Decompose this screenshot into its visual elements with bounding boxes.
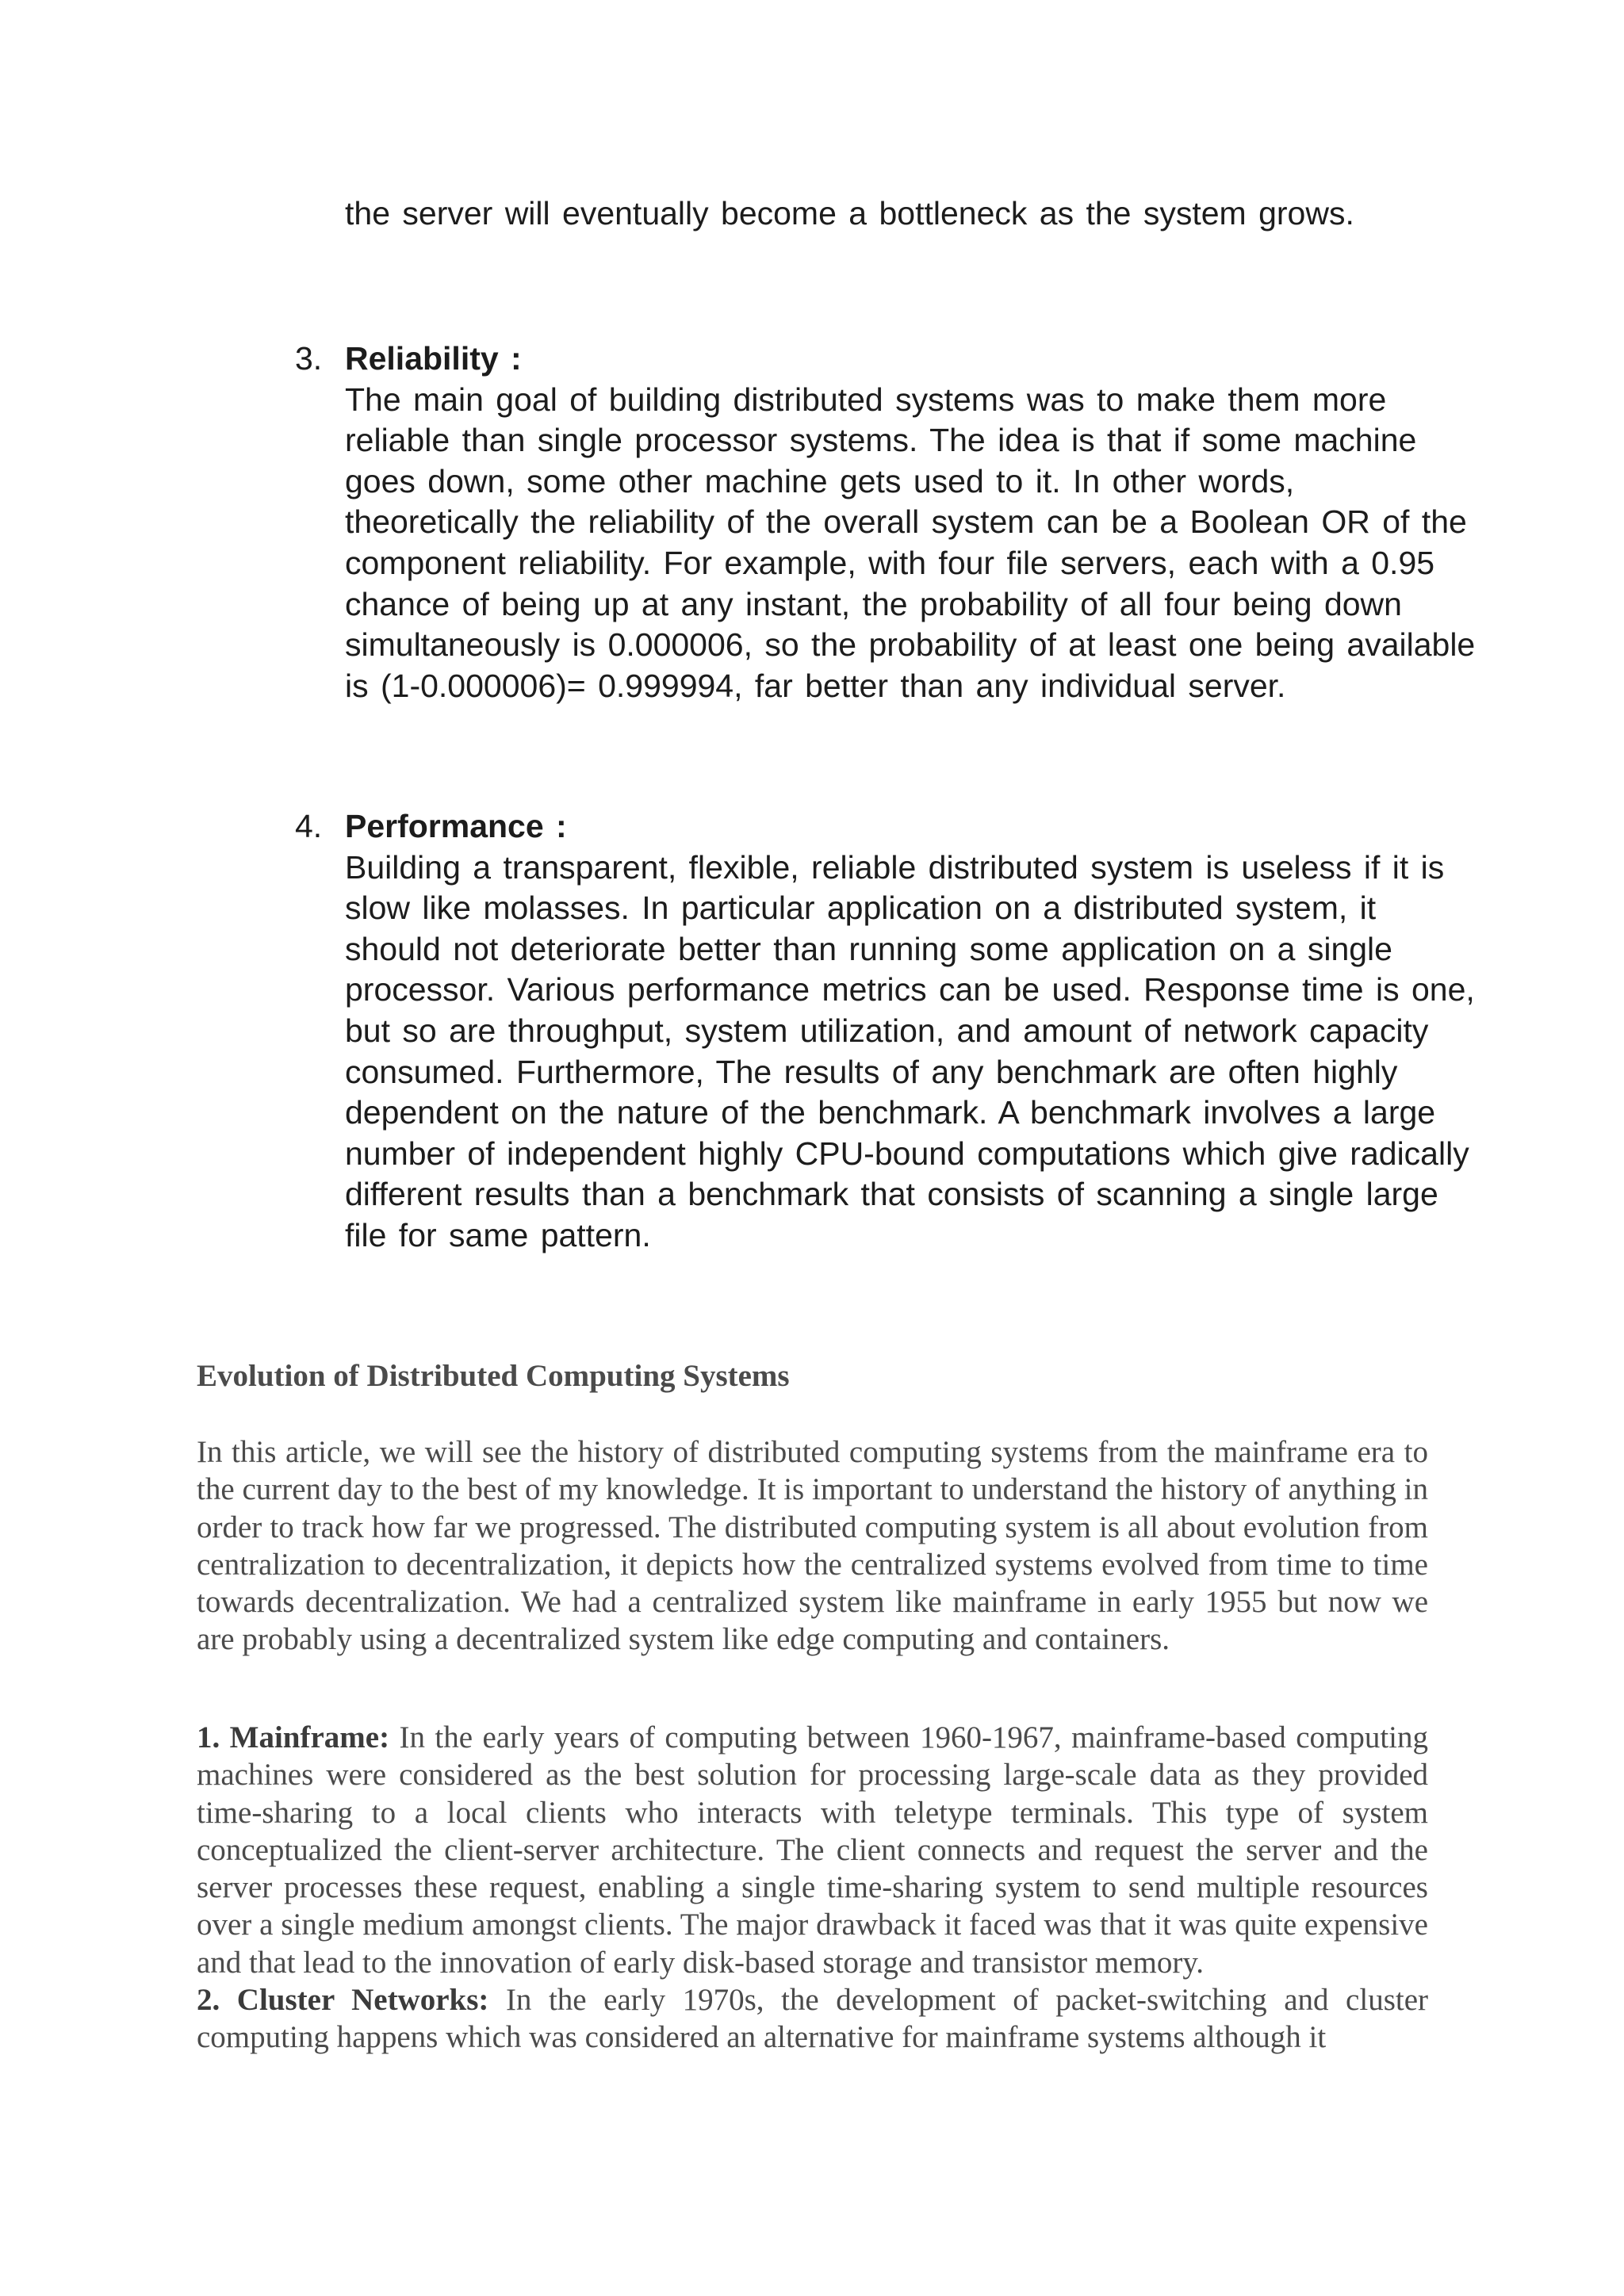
item-body: Building a transparent, flexible, reliable distributed system is useless if it is slow like molasses. In particular application on a distributed system, it should not deteriorate better than running some application on a single processor. Various performance metrics can be used. Response time is one, but so are throughput, system utilization, and amount of network capacity consumed. Furthermore, The results of any benchmark are often highly dependent on the nature of the benchmark. A benchmark involves a large number of independent highly CPU-bound computations which give radically different results than a benchmark that consists of scanning a single large file for same pattern. (345, 848, 1475, 1253)
intro-paragraph: In this article, we will see the history of distributed computing systems from the mainframe era to the current day to the best of my knowledge. It is important to understand the history of anything in order to track how far we progressed. The distributed computing system is all about evolution from centralization to decentralization, it depicts how the centralized systems evolved from time to time towards decentralization. We had a centralized system like mainframe in early 1955 but now we are probably using a decentralized system like edge computing and containers. (197, 1435, 1428, 1657)
history-list (197, 1719, 1428, 2057)
history-item-cluster-networks (197, 1981, 1428, 2057)
item-heading: Performance : (345, 808, 567, 844)
history-item-text: In the early years of computing between 1960-1967, mainframe-based computing machines were considered as the best solution for processing large-scale data as they provided time-sharing to a local clients who interacts with teletype terminals. This type of system conceptualized the client-server architecture. The client connects and request the server and the server processes these request, enabling a single time-sharing system to send multiple resources over a single medium amongst clients. The major drawback it faced was that it was quite expensive and that lead to the innovation of early disk-based storage and transistor memory. (197, 1720, 1429, 1980)
history-item-text: In the early 1970s, the development of packet-switching and cluster computing happens which was considered an alternative for mainframe systems although it (197, 1983, 1429, 2055)
history-item-mainframe (197, 1719, 1428, 1981)
section-heading: Evolution of Distributed Computing Systems (197, 1359, 790, 1393)
item-number: 4. (295, 808, 323, 844)
continuation-paragraph: the server will eventually become a bottleneck as the system grows. (345, 195, 1354, 232)
history-item-label: 1. Mainframe: (197, 1720, 390, 1755)
item-body: The main goal of building distributed systems was to make them more reliable than single processor systems. The idea is that if some machine goes down, some other machine gets used to it. In other words, theoretically the reliability of the overall system can be a Boolean OR of the component reliability. For example, with four file servers, each with a 0.95 chance of being up at any instant, the probability of all four being down simultaneously is 0.000006, so the probability of at least one being available is (1-0.000006)= 0.999994, far better than any individual server. (345, 381, 1476, 704)
item-heading: Reliability : (345, 340, 522, 377)
history-item-label: 2. Cluster Networks: (197, 1983, 489, 2018)
section-intro (197, 1433, 1428, 1659)
item-number: 3. (295, 340, 323, 377)
